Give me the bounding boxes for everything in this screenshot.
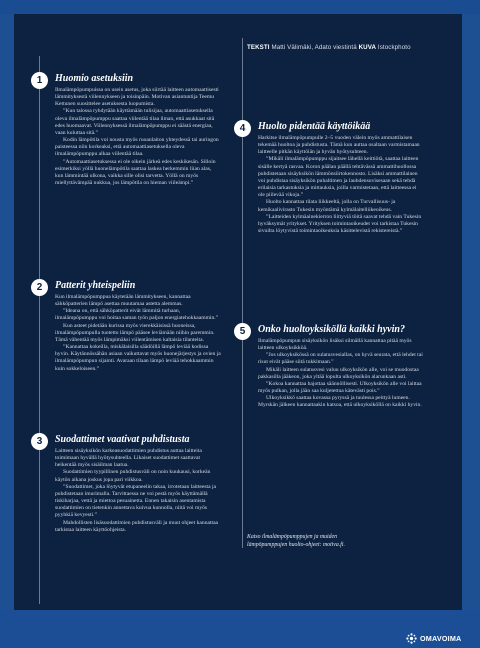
top-bar: [0, 0, 480, 14]
section-paragraph: Ilmalämpöpumpuissa on usein asetus, joka siirtää laitteen automaattisesti lämmityksestä viilennykseen ja toisinpäin. Motivan asiantuntija Teemu Kettunen suosittelee asetuksesta luopumista.: [55, 87, 219, 108]
credits-teksti-label: TEKSTI: [247, 44, 270, 51]
section-number-badge: 1: [31, 72, 48, 89]
section-paragraph: ”Jos ulkoyksikössä on sulatusvesiallas, on hyvä seurata, että lehdet tai risut eivät pääse siitä tukkimaan.”: [258, 352, 423, 366]
credits-kuva-label: KUVA: [358, 44, 377, 51]
section-paragraph: Ulkoyksikkö saattaa kovassa pyryssä ja tuulessa peittyä lumeen. Myrskän jälkeen kannattaakin katsoa, että ulkoyksiköllä on kaikki hyvin.: [258, 395, 422, 409]
section-paragraph: ”Mikäli ilmalämpöpumppu sijaitsee lähellä keittiötä, saattaa laitteen sisälle kertyä rasvaa. Koron päälan päällä tehtävässä ammattihuollossa puhdistetaan sisäyksikön lämmönsiirtokennosto. Lisäksi ammattilainen voi puhdistaa sisäyksikön puhaltimen ja lauhdensuvisesaan sekä tehdä erilaisia tarkastuksia ja mittauksia, joilla varmistetaan, että laitteessa ei ole piilevää vikoja.”: [258, 156, 419, 199]
footnote-caption: Katso ilmalämpöpumppujen ja muiden lämpöpumppujen huolto-ohjeet: motiva.fi.: [247, 534, 345, 548]
section-paragraph: ”Ideana on, että sähköpatterit eivät lämmitä turhaan, ilmalämpöpumppu voi hoitaa saman työn paljon energiatehokkaammin.”: [55, 308, 219, 322]
section-paragraph: ”Suodattimet, joka löytyvät etupaneelin takaa, irrotetaan laitteesta ja puhdistetaan imurimalla. Tarvittaessa ne voi pestä myös käyttämällä tiskiharjaa, vettä ja miettoa pesuainetta. Ennen takaisin asentamista suodattimien on tietenkin annettava kuivua kunnolla, niitä voi myös pyyhkiä kevyesti.”: [55, 483, 216, 519]
section-2: [55, 280, 221, 373]
left-timeline-line: [39, 56, 40, 604]
section-1: [55, 73, 221, 187]
section-title: Onko huoltoyksiköllä kaikki hyvin?: [258, 324, 405, 335]
article-credits: [247, 44, 467, 51]
section-5: [258, 324, 424, 410]
section-paragraph: Huolto kannattaa tilata liikkeeltä, jolla on Turvallisuus- ja kemikaalivirasto Tukesin myöntämä kylmälaitelliikeoikeus.: [258, 199, 396, 213]
section-paragraph: Kodin lämpötila voi nousta myös ruoanlaiton yhteydessä tai auringon paisteessa niin korkeaksi, että automaattiasetuksella oleva ilmalämpöpumppu alkaa viilentää tilaa.: [55, 137, 219, 158]
section-paragraph: Kun ilmalämpöpumppua käytetään lämmitykseen, kannattaa sähköpatterien lämpö asettaa muutamaa astetta alemmas.: [55, 294, 191, 308]
right-timeline-line: [242, 38, 243, 548]
section-title: Suodattimet vaativat puhdistusta: [55, 434, 190, 445]
section-number-badge: 4: [234, 120, 251, 137]
section-number-badge: 5: [234, 323, 251, 340]
section-paragraph: Suodattimien tyypillinen puhdistusväli on noin kuukausi, korkeän käytön aikana joskus jopa pari viikkoa.: [55, 469, 211, 483]
section-paragraph: ”Laitteiden kylmäainekierron liittyviä töitä saavat tehdä vain Tukesin hyväksymät yritykset. Yrityksen toimintaoikeudet voi tarkistaa Tukesin sivuilta löytyvistä toimintaoikeuksia käsittelevistä rekistereistä.”: [258, 213, 422, 235]
section-paragraph: Harkitse ilmalämpöpumpulle 2–5 vuoden välein myös ammattilaisen tekemää huoltoa ja puhdistusta. Tämä kun auttaa osaltaan varmistamaan laitteelle pitkän käyttöiän ja hyvän hyötysuhteen.: [258, 135, 420, 156]
omavoima-logo: [406, 632, 461, 644]
section-paragraph: Mahdollisten lisäsuodattimien puhdistusväli ja muut ohjeet kannattaa tarkistaa laitteen käyttöohjeista.: [55, 519, 219, 533]
credits-teksti-value: Matti Välimäki, Adato viestintä: [271, 44, 357, 51]
section-paragraph: Ilmalämpöpumpun sisäyksikön lisäksi silmällä kannattaa pitää myös laitteen ulkoyksikköä.: [258, 338, 412, 352]
section-number-badge: 3: [31, 433, 48, 450]
section-paragraph: ”Kokoa kannattaa hajottaa säännöllisesti. Ulkoyksikön alle voi laittaa myös pulkan, jolla jään saa kuljetettua kätevästi pois.”: [258, 380, 422, 395]
section-paragraph: ”Kannattaa kokeilla, miskälaisilla säädöillä lämpö leviää kodissa hyvin. Käytännössähän asiaan vaikuttavat myös huonejärjestys ja ovien ja ilmalämpöpumpun sijainti. Avaraan tilaan lämpö leviää tehokkaammin kuin sokkeloiseen.”: [55, 344, 221, 372]
section-paragraph: Kun asteet pidetään kurissa myös vierekkäisissä huoneissa, ilmalämpöpumpulla tuotettu lämpö pääsee leviämään niihin paremmin. Tämä vähentää myös lämpimäksi viilentämisen kaltaisia tilanteita.: [55, 322, 215, 343]
section-title: Huomio asetuksiin: [55, 73, 134, 84]
section-3: [55, 434, 221, 534]
section-title: Huolto pidentää käyttöikää: [258, 121, 371, 132]
section-paragraph: ”Kun talossa ryhdytään käyttämään tulisijaa, automaattiasetuksella oleva ilmalämpöpumppu saattaa viilentää tilaa ilman, että asukkaat sitä edes huomaavat. Viilennyksessä ilmalämpöpumppu ei säästä energiaa, vaan kuluttaa sitä.”: [55, 108, 215, 136]
section-paragraph: Mikäli laitteen sulatusvesi valuu ulkoyksikön alle, voi se muodostaa pakkasilla jääkeon, joka yltää lopulta ulkoyksikön alarunkaan asti.: [258, 366, 419, 380]
section-paragraph: Laitteen sisäyksikön karkeasuodattimien puhdistus auttaa laitteita toimimaan hyvällä hyötysuhteella. Likaiset suodattimet saattavat heikentää myös sisäilman laatua.: [55, 448, 202, 469]
section-number-badge: 2: [31, 279, 48, 296]
section-4: [258, 121, 424, 235]
omavoima-logo-icon: [406, 633, 417, 644]
section-paragraph: ”Automaattiasetuksessa ei ole oikein järkeä edes keskikesän. Silloin esimerkiksi yöllä huonelämpötila saattaa laskea herkemmin liian alas, kun lämmintää ulkona, vaikka sille olisi tarvetta. Yöllä on myös miellyttävämpää nukkua, jos lämpötila on hieman viileämpi.”: [55, 158, 216, 187]
omavoima-logo-text: OMAVOIMA: [420, 633, 462, 643]
section-title: Patterit yhteispeliin: [55, 280, 136, 291]
credits-kuva-value: Istockphoto: [377, 44, 411, 51]
